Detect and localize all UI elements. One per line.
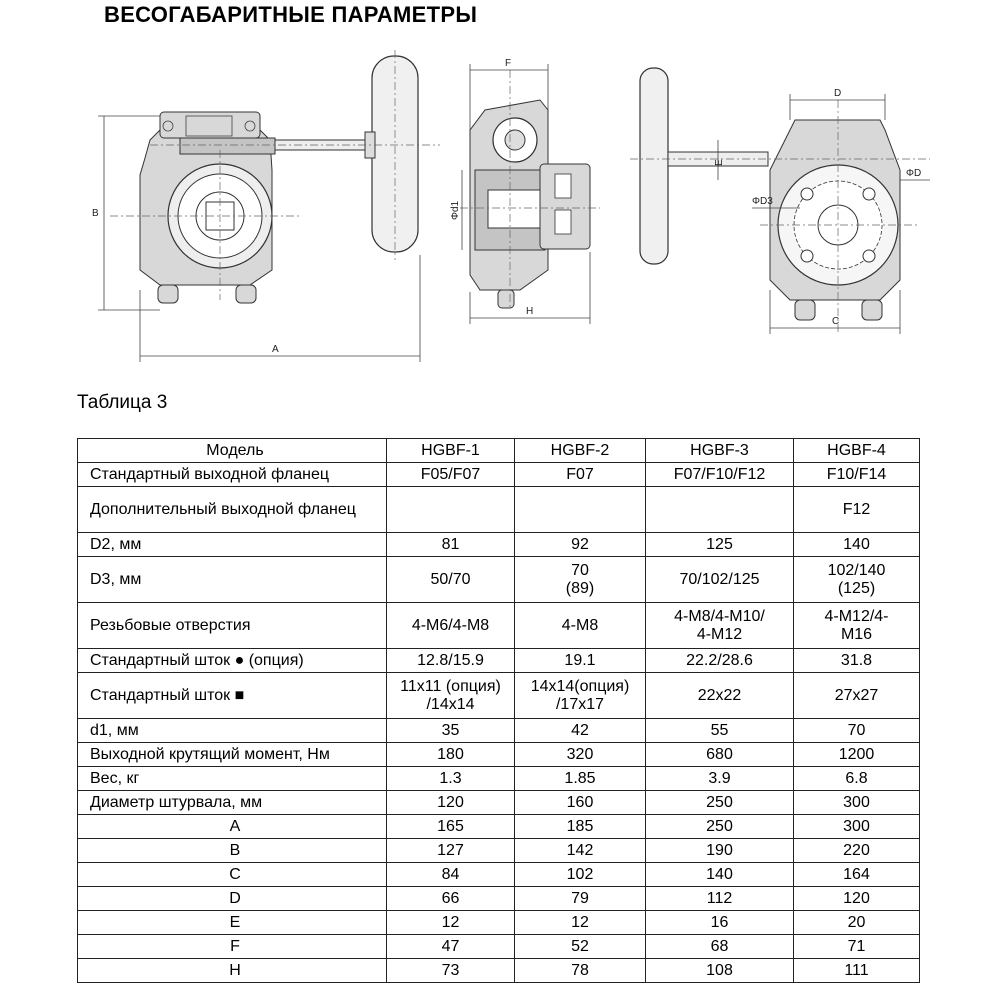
row-label: Резьбовые отверстия [78, 603, 387, 649]
value-cell: 71 [794, 935, 920, 959]
header-cell: HGBF-4 [794, 439, 920, 463]
value-cell: 4-M12/4- M16 [794, 603, 920, 649]
value-cell: 12 [515, 911, 646, 935]
value-cell: 320 [515, 743, 646, 767]
dim-label-c: C [832, 316, 840, 327]
table-row [78, 839, 920, 863]
value-cell: 14x14(опция) /17x17 [515, 673, 646, 719]
table-row [78, 673, 920, 719]
row-label: D [78, 887, 387, 911]
value-cell: 111 [794, 959, 920, 983]
value-cell: 66 [387, 887, 515, 911]
value-cell: F07 [515, 463, 646, 487]
value-cell: 1.85 [515, 767, 646, 791]
value-cell: 78 [515, 959, 646, 983]
table-row [78, 935, 920, 959]
value-cell: 250 [646, 791, 794, 815]
value-cell: 79 [515, 887, 646, 911]
row-label: A [78, 815, 387, 839]
dim-label-f: F [505, 58, 512, 69]
value-cell: 165 [387, 815, 515, 839]
table-row [78, 767, 920, 791]
table-row [78, 719, 920, 743]
value-cell: 180 [387, 743, 515, 767]
value-cell: 31.8 [794, 649, 920, 673]
table-row [78, 911, 920, 935]
value-cell: 4-M6/4-M8 [387, 603, 515, 649]
table-row [78, 887, 920, 911]
row-label: Дополнительный выходной фланец [78, 487, 387, 533]
value-cell: 70 (89) [515, 557, 646, 603]
row-label: E [78, 911, 387, 935]
value-cell: 73 [387, 959, 515, 983]
table-row [78, 743, 920, 767]
value-cell: 680 [646, 743, 794, 767]
dim-label-d: D [834, 88, 842, 99]
value-cell: 22.2/28.6 [646, 649, 794, 673]
page-title: ВЕСОГАБАРИТНЫЕ ПАРАМЕТРЫ [104, 2, 478, 27]
dim-label-e: E [714, 159, 725, 166]
value-cell: 50/70 [387, 557, 515, 603]
value-cell: 142 [515, 839, 646, 863]
header-cell: HGBF-1 [387, 439, 515, 463]
row-label: Вес, кг [78, 767, 387, 791]
value-cell: F10/F14 [794, 463, 920, 487]
value-cell: 52 [515, 935, 646, 959]
value-cell: F07/F10/F12 [646, 463, 794, 487]
section-view-drawing [450, 58, 600, 324]
value-cell: 250 [646, 815, 794, 839]
value-cell: 108 [646, 959, 794, 983]
table-row [78, 463, 920, 487]
value-cell: 1.3 [387, 767, 515, 791]
value-cell: 6.8 [794, 767, 920, 791]
table-row [78, 487, 920, 533]
dim-label-h: H [526, 306, 534, 317]
value-cell: 11x11 (опция) /14x14 [387, 673, 515, 719]
dim-label-d2: ΦD [906, 168, 922, 179]
row-label: Диаметр штурвала, мм [78, 791, 387, 815]
value-cell: 19.1 [515, 649, 646, 673]
value-cell: 140 [646, 863, 794, 887]
value-cell: 125 [646, 533, 794, 557]
value-cell: 3.9 [646, 767, 794, 791]
value-cell [646, 487, 794, 533]
value-cell: 70/102/125 [646, 557, 794, 603]
value-cell: 300 [794, 791, 920, 815]
table-caption: Таблица 3 [77, 392, 168, 413]
row-label: D2, мм [78, 533, 387, 557]
value-cell: 140 [794, 533, 920, 557]
value-cell: 102 [515, 863, 646, 887]
value-cell: 20 [794, 911, 920, 935]
header-cell: HGBF-3 [646, 439, 794, 463]
table-row [78, 959, 920, 983]
value-cell: 70 [794, 719, 920, 743]
table-row [78, 557, 920, 603]
dim-label-d3: ΦD3 [752, 196, 773, 207]
value-cell: 220 [794, 839, 920, 863]
row-label: F [78, 935, 387, 959]
value-cell: 300 [794, 815, 920, 839]
value-cell: 1200 [794, 743, 920, 767]
value-cell: 92 [515, 533, 646, 557]
spec-table [77, 438, 920, 983]
table-row [78, 791, 920, 815]
value-cell [387, 487, 515, 533]
value-cell: 102/140 (125) [794, 557, 920, 603]
value-cell: 55 [646, 719, 794, 743]
row-label: Выходной крутящий момент, Нм [78, 743, 387, 767]
dim-label-a: A [272, 344, 279, 355]
table-row [78, 649, 920, 673]
row-label: B [78, 839, 387, 863]
value-cell: 27x27 [794, 673, 920, 719]
value-cell: 127 [387, 839, 515, 863]
dim-label-d1: Φd1 [450, 200, 461, 220]
flange-view-drawing [630, 68, 930, 335]
value-cell: 112 [646, 887, 794, 911]
row-label: Стандартный выходной фланец [78, 463, 387, 487]
table-body [78, 463, 920, 983]
value-cell: 12.8/15.9 [387, 649, 515, 673]
table-row [78, 815, 920, 839]
value-cell: 120 [387, 791, 515, 815]
row-label: Стандартный шток ■ [78, 673, 387, 719]
value-cell: 4-M8 [515, 603, 646, 649]
table-row [78, 863, 920, 887]
value-cell: 16 [646, 911, 794, 935]
value-cell: 22x22 [646, 673, 794, 719]
header-cell: Модель [78, 439, 387, 463]
value-cell: 84 [387, 863, 515, 887]
table-row [78, 533, 920, 557]
dim-label-b: B [92, 208, 99, 219]
table-header-row [78, 439, 920, 463]
table-row [78, 603, 920, 649]
front-view-drawing [92, 50, 440, 362]
value-cell: 185 [515, 815, 646, 839]
row-label: D3, мм [78, 557, 387, 603]
value-cell: 164 [794, 863, 920, 887]
value-cell: F12 [794, 487, 920, 533]
row-label: H [78, 959, 387, 983]
row-label: C [78, 863, 387, 887]
row-label: d1, мм [78, 719, 387, 743]
value-cell: F05/F07 [387, 463, 515, 487]
value-cell: 35 [387, 719, 515, 743]
dimension-drawings [0, 40, 1000, 370]
value-cell: 190 [646, 839, 794, 863]
value-cell: 81 [387, 533, 515, 557]
value-cell: 160 [515, 791, 646, 815]
value-cell: 47 [387, 935, 515, 959]
value-cell: 42 [515, 719, 646, 743]
value-cell [515, 487, 646, 533]
value-cell: 12 [387, 911, 515, 935]
value-cell: 4-M8/4-M10/ 4-M12 [646, 603, 794, 649]
header-cell: HGBF-2 [515, 439, 646, 463]
value-cell: 68 [646, 935, 794, 959]
value-cell: 120 [794, 887, 920, 911]
row-label: Стандартный шток ● (опция) [78, 649, 387, 673]
